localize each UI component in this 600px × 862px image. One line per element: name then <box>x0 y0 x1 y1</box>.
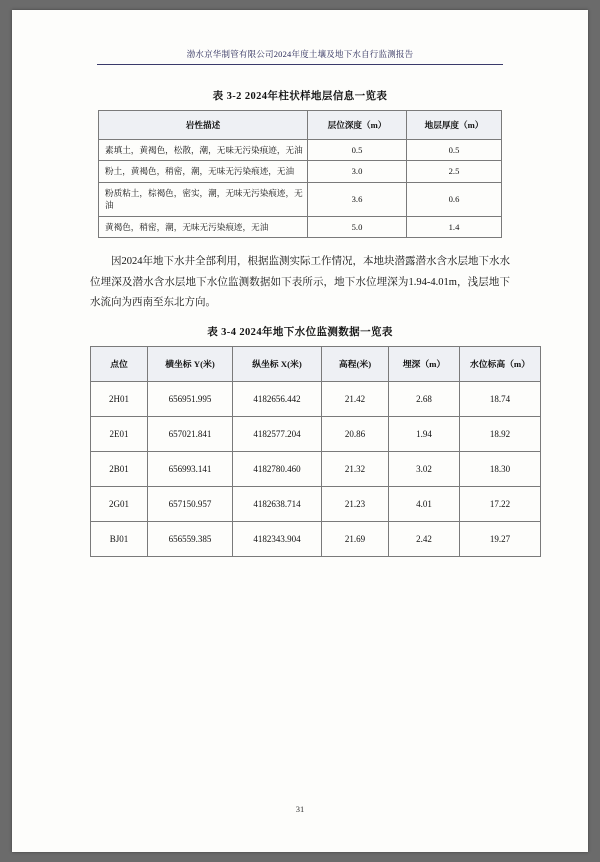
cell-thickness: 1.4 <box>407 216 502 237</box>
groundwater-level-table <box>90 346 541 557</box>
cell-water-level: 18.30 <box>460 451 541 486</box>
column-header-x: 纵坐标 X(米) <box>233 346 322 381</box>
cell-depth: 3.0 <box>308 161 407 182</box>
column-header-y: 横坐标 Y(米) <box>148 346 233 381</box>
column-header-depth: 层位深度（m） <box>308 111 407 140</box>
cell-water-level: 17.22 <box>460 486 541 521</box>
cell-x: 4182656.442 <box>233 381 322 416</box>
cell-thickness: 0.5 <box>407 140 502 161</box>
table-row <box>91 381 541 416</box>
cell-burial-depth: 3.02 <box>389 451 460 486</box>
page-number: 31 <box>295 804 305 814</box>
cell-y: 656559.385 <box>148 521 233 556</box>
cell-y: 656993.141 <box>148 451 233 486</box>
table-row <box>91 416 541 451</box>
cell-point: 2B01 <box>91 451 148 486</box>
cell-x: 4182780.460 <box>233 451 322 486</box>
cell-elevation: 21.42 <box>322 381 389 416</box>
cell-x: 4182577.204 <box>233 416 322 451</box>
cell-thickness: 0.6 <box>407 182 502 216</box>
cell-thickness: 2.5 <box>407 161 502 182</box>
table-header-row <box>91 346 541 381</box>
cell-elevation: 21.69 <box>322 521 389 556</box>
table-row <box>91 486 541 521</box>
table-row <box>91 451 541 486</box>
body-paragraph: 因2024年地下水井全部利用，根据监测实际工作情况，本地块潜露潜水含水层地下水水位埋深及潜水含水层地下水位监测数据如下表所示，地下水位埋深为1.94-4.01m，浅层地下水流向为西南至东北方向。 <box>90 256 510 309</box>
page-header: 渤水京华制管有限公司2024年度土壤及地下水自行监测报告 <box>186 49 414 59</box>
cell-lithology: 素填土，黄褐色，松散，潮，无味无污染痕迹，无油 <box>99 140 308 161</box>
table-row <box>91 521 541 556</box>
column-header-water-level: 水位标高（m） <box>460 346 541 381</box>
cell-point: 2G01 <box>91 486 148 521</box>
column-header-burial-depth: 埋深（m） <box>389 346 460 381</box>
table-row <box>99 161 502 182</box>
table-header-row <box>99 111 502 140</box>
cell-burial-depth: 2.42 <box>389 521 460 556</box>
cell-y: 657021.841 <box>148 416 233 451</box>
cell-lithology: 粉土，黄褐色，稍密，潮，无味无污染痕迹，无油 <box>99 161 308 182</box>
cell-x: 4182343.904 <box>233 521 322 556</box>
page-content <box>90 88 531 557</box>
cell-burial-depth: 1.94 <box>389 416 460 451</box>
cell-point: 2E01 <box>91 416 148 451</box>
cell-lithology: 粉质粘土，棕褐色，密实，潮，无味无污染痕迹，无油 <box>99 182 308 216</box>
cell-lithology: 黄褐色，稍密，潮，无味无污染痕迹，无油 <box>99 216 308 237</box>
cell-water-level: 19.27 <box>460 521 541 556</box>
cell-water-level: 18.92 <box>460 416 541 451</box>
cell-x: 4182638.714 <box>233 486 322 521</box>
cell-y: 657150.957 <box>148 486 233 521</box>
cell-y: 656951.995 <box>148 381 233 416</box>
column-header-thickness: 地层厚度（m） <box>407 111 502 140</box>
cell-point: BJ01 <box>91 521 148 556</box>
table-row <box>99 182 502 216</box>
cell-depth: 0.5 <box>308 140 407 161</box>
table-row <box>99 216 502 237</box>
cell-burial-depth: 2.68 <box>389 381 460 416</box>
column-header-point: 点位 <box>91 346 148 381</box>
cell-depth: 5.0 <box>308 216 407 237</box>
table1-caption: 表 3-2 2024年柱状样地层信息一览表 <box>212 91 388 102</box>
cell-elevation: 21.23 <box>322 486 389 521</box>
table2-caption: 表 3-4 2024年地下水位监测数据一览表 <box>207 326 393 338</box>
borehole-strata-table <box>98 110 502 238</box>
cell-elevation: 21.32 <box>322 451 389 486</box>
cell-depth: 3.6 <box>308 182 407 216</box>
cell-water-level: 18.74 <box>460 381 541 416</box>
column-header-elevation: 高程(米) <box>322 346 389 381</box>
table-row <box>99 140 502 161</box>
column-header-lithology: 岩性描述 <box>99 111 308 140</box>
header-divider <box>97 64 503 65</box>
cell-elevation: 20.86 <box>322 416 389 451</box>
cell-burial-depth: 4.01 <box>389 486 460 521</box>
document-page <box>12 10 588 852</box>
cell-point: 2H01 <box>91 381 148 416</box>
